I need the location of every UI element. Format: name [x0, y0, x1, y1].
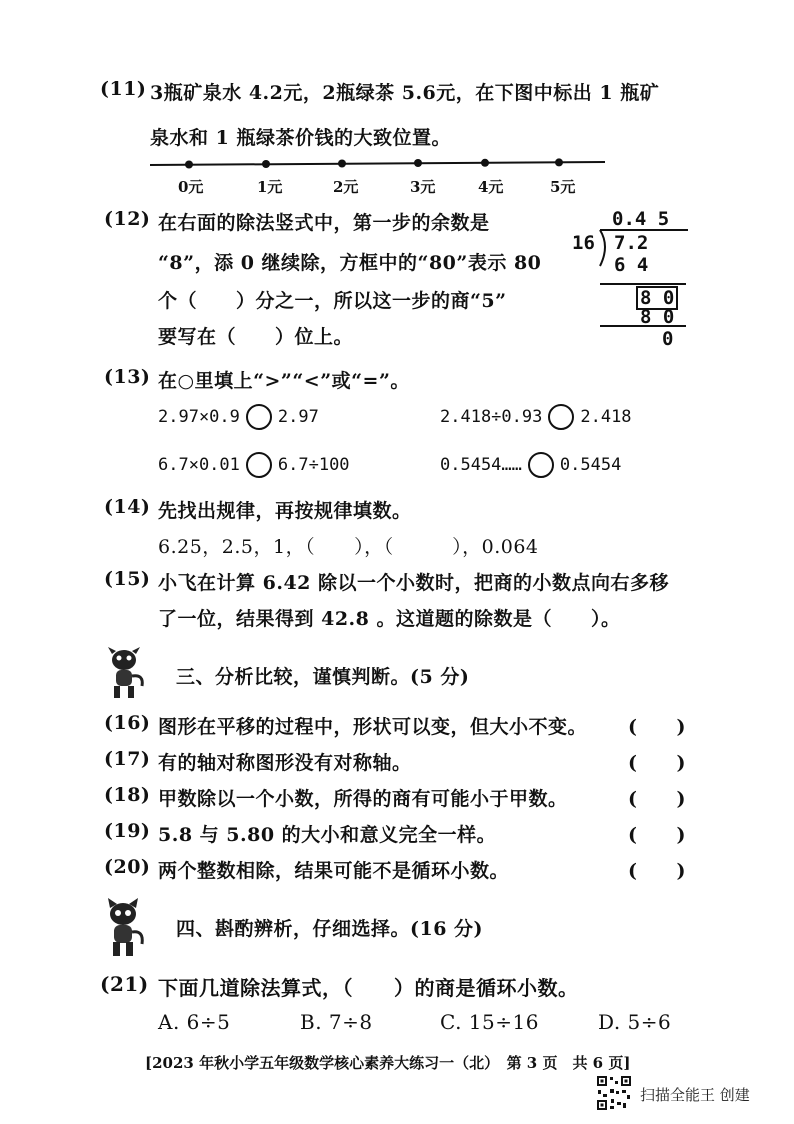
q13-row-c [158, 452, 350, 478]
q13-row-b [440, 404, 632, 430]
q20-text: 两个整数相除，结果可能不是循环小数。 [158, 860, 510, 882]
q19-text: 5.8 与 5.80 的大小和意义完全一样。 [158, 824, 497, 846]
q14-number: (14) [104, 496, 151, 518]
q11-number: (11) [100, 78, 147, 100]
q13-a-left: 2.97×0.9 [158, 407, 240, 427]
q19-answer-paren[interactable]: ( ) [628, 824, 686, 846]
q13-b-left: 2.418÷0.93 [440, 407, 543, 427]
q13-b-right: 2.418 [580, 407, 632, 427]
q14-sequence: 6.25，2.5，1，（ ），（ ），0.064 [158, 536, 539, 558]
q20-answer-paren[interactable]: ( ) [628, 860, 686, 882]
q17-text: 有的轴对称图形没有对称轴。 [158, 752, 412, 774]
q15-line1: 小飞在计算 6.42 除以一个小数时，把商的小数点向右多移 [158, 572, 670, 594]
q12-number: (12) [104, 208, 151, 230]
q17-number: (17) [104, 748, 151, 770]
q21-number: (21) [100, 972, 149, 996]
tick-label-2: 2元 [333, 178, 359, 196]
q16-number: (16) [104, 712, 151, 734]
division-step1: 6 4 [614, 254, 649, 276]
cat-mascot-icon [100, 898, 146, 958]
q13-number: (13) [104, 366, 151, 388]
q13-title: 在○里填上“>”“<”或“=”。 [158, 370, 410, 392]
mascot-icon [102, 646, 146, 700]
division-quotient: 0.4 5 [612, 208, 670, 230]
q21-option-a[interactable]: A. 6÷5 [158, 1010, 231, 1034]
q13-c-right: 6.7÷100 [277, 455, 350, 475]
q13-a-right: 2.97 [277, 407, 319, 427]
q16-answer-paren[interactable]: ( ) [628, 716, 686, 738]
division-dividend: 7.2 [614, 232, 649, 254]
tick-label-1: 1元 [257, 178, 283, 196]
q13-c-left: 6.7×0.01 [158, 455, 240, 475]
q18-text: 甲数除以一个小数，所得的商有可能小于甲数。 [158, 788, 568, 810]
q21-option-d[interactable]: D. 5÷6 [598, 1010, 672, 1034]
page-footer: [2023 年秋小学五年级数学核心素养大练习一（北） 第 3 页 共 6 页] [145, 1054, 631, 1072]
q21-option-b[interactable]: B. 7÷8 [300, 1010, 373, 1034]
compare-circle-c[interactable] [246, 452, 272, 478]
q16-text: 图形在平移的过程中，形状可以变，但大小不变。 [158, 716, 588, 738]
compare-circle-d[interactable] [528, 452, 554, 478]
q11-line1: 3瓶矿泉水 4.2元，2瓶绿茶 5.6元，在下图中标出 1 瓶矿 [150, 82, 660, 104]
q19-number: (19) [104, 820, 151, 842]
q20-number: (20) [104, 856, 151, 878]
division-remainder: 0 [662, 328, 674, 350]
scanner-watermark: 扫描全能王 创建 [640, 1086, 750, 1104]
section4-title: 四、斟酌辨析，仔细选择。(16 分) [176, 918, 484, 940]
q18-number: (18) [104, 784, 151, 806]
q12-line1: 在右面的除法竖式中，第一步的余数是 [158, 212, 490, 234]
number-line [145, 155, 615, 177]
tick-label-3: 3元 [410, 178, 436, 196]
q15-number: (15) [104, 568, 151, 590]
compare-circle-a[interactable] [246, 404, 272, 430]
section3-title: 三、分析比较，谨慎判断。(5 分) [176, 666, 470, 688]
division-step2: 8 0 [640, 306, 675, 328]
q12-line3: 个（ ）分之一，所以这一步的商“5” [158, 290, 507, 312]
q12-line2: “8”，添 0 继续除，方框中的“80”表示 80 [158, 252, 542, 274]
q13-d-left: 0.5454…… [440, 455, 522, 475]
tick-label-5: 5元 [550, 178, 576, 196]
q13-row-d [440, 452, 621, 478]
q14-title: 先找出规律，再按规律填数。 [158, 500, 412, 522]
q17-answer-paren[interactable]: ( ) [628, 752, 686, 774]
q13-d-right: 0.5454 [559, 455, 622, 475]
q18-answer-paren[interactable]: ( ) [628, 788, 686, 810]
tick-label-0: 0元 [178, 178, 204, 196]
tick-label-4: 4元 [478, 178, 504, 196]
q13-row-a [158, 404, 319, 430]
q12-line4: 要写在（ ）位上。 [158, 326, 354, 348]
compare-circle-b[interactable] [548, 404, 574, 430]
division-boxed-80: 8 0 [636, 286, 678, 310]
qr-code-icon [596, 1075, 632, 1111]
q21-title: 下面几道除法算式，（ ）的商是循环小数。 [158, 976, 579, 1000]
division-divisor: 16 [572, 232, 595, 254]
q15-line2: 了一位，结果得到 42.8 。这道题的除数是（ ）。 [158, 608, 621, 630]
q21-option-c[interactable]: C. 15÷16 [440, 1010, 539, 1034]
q11-line2: 泉水和 1 瓶绿茶价钱的大致位置。 [150, 127, 451, 149]
